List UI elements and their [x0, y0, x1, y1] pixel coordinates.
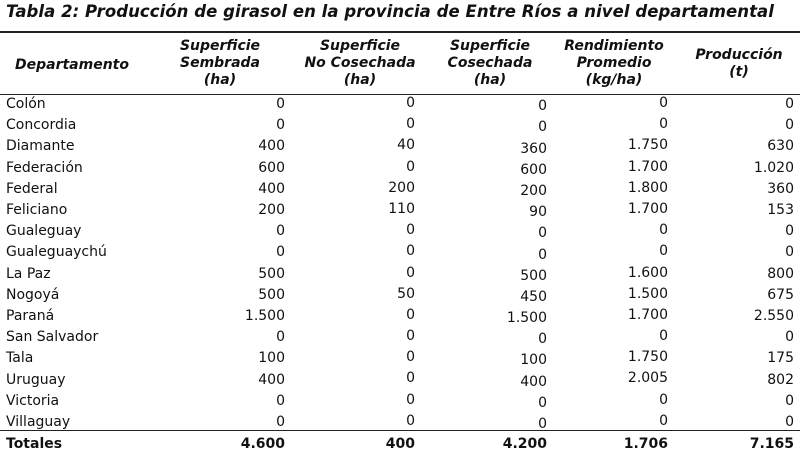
header-produccion — [678, 33, 800, 94]
cell-produccion: 2.550 — [753, 307, 794, 324]
table-title: Tabla 2: Producción de girasol en la provincia de Entre Ríos a nivel departamental — [6, 2, 774, 21]
cell-sup-sembrada: 400 — [258, 371, 285, 388]
cell-departamento: Villaguay — [6, 413, 71, 430]
header-row — [0, 33, 800, 94]
cell-produccion: 0 — [785, 117, 794, 134]
cell-departamento: San Salvador — [6, 329, 99, 346]
cell-sup-sembrada: 500 — [258, 265, 285, 282]
cell-sup-cosechada: 1.500 — [506, 310, 547, 327]
cell-sup-no-cosechada: 0 — [406, 370, 415, 387]
cell-sup-cosechada: 0 — [538, 119, 547, 136]
cell-produccion: 0 — [785, 96, 794, 113]
cell-rendimiento: 0 — [659, 222, 668, 239]
header-line: Superficie — [449, 38, 531, 54]
cell-sup-no-cosechada: 0 — [406, 264, 415, 281]
table-row — [0, 200, 800, 221]
header-line: Cosechada — [447, 55, 533, 71]
cell-departamento: Victoria — [6, 392, 60, 409]
cell-produccion: 0 — [785, 413, 794, 430]
table-row — [0, 242, 800, 263]
header-line: Superficie — [179, 38, 261, 54]
table-row — [0, 179, 800, 200]
totals-cosechada: 4.200 — [502, 436, 547, 452]
totals-sembrada: 4.600 — [240, 436, 285, 452]
cell-sup-sembrada: 1.500 — [244, 307, 285, 324]
header-line: Sembrada — [179, 55, 260, 71]
cell-sup-cosechada: 100 — [520, 352, 547, 369]
cell-departamento: La Paz — [6, 265, 51, 282]
header-sup-sembrada — [150, 33, 290, 94]
cell-produccion: 0 — [785, 329, 794, 346]
cell-departamento: Nogoyá — [6, 286, 60, 303]
header-sup-cosechada — [430, 33, 550, 94]
header-line: Superficie — [319, 38, 401, 54]
cell-sup-sembrada: 0 — [276, 96, 285, 113]
cell-sup-no-cosechada: 0 — [406, 222, 415, 239]
cell-sup-no-cosechada: 0 — [406, 306, 415, 323]
cell-rendimiento: 1.700 — [627, 306, 668, 323]
cell-departamento: Colón — [6, 96, 46, 113]
cell-sup-cosechada: 0 — [538, 416, 547, 432]
table-row — [0, 369, 800, 390]
table-row — [0, 348, 800, 369]
cell-sup-sembrada: 0 — [276, 223, 285, 240]
header-line: Rendimiento — [564, 38, 664, 54]
cell-departamento: Feliciano — [6, 202, 68, 219]
cell-rendimiento: 2.005 — [627, 370, 668, 387]
header-line: (ha) — [473, 72, 507, 88]
cell-sup-no-cosechada: 0 — [406, 349, 415, 366]
cell-produccion: 675 — [767, 286, 794, 303]
header-line: Promedio — [576, 55, 652, 71]
cell-produccion: 0 — [785, 244, 794, 261]
header-line: (t) — [729, 63, 749, 80]
cell-rendimiento: 1.750 — [627, 137, 668, 154]
cell-sup-no-cosechada: 110 — [388, 200, 415, 217]
cell-departamento: Tala — [6, 350, 34, 367]
totals-label: Totales — [6, 436, 63, 452]
cell-sup-sembrada: 0 — [276, 117, 285, 134]
table-row — [0, 158, 800, 179]
cell-sup-cosechada: 0 — [538, 394, 547, 411]
cell-sup-no-cosechada: 50 — [397, 285, 415, 302]
cell-sup-sembrada: 400 — [258, 138, 285, 155]
table-row — [0, 136, 800, 157]
header-departamento-label: Departamento — [15, 57, 129, 73]
cell-sup-cosechada: 600 — [520, 161, 547, 178]
table-row — [0, 285, 800, 306]
header-line: (kg/ha) — [585, 72, 643, 88]
cell-rendimiento: 1.700 — [627, 200, 668, 217]
cell-sup-no-cosechada: 0 — [406, 328, 415, 345]
cell-rendimiento: 1.600 — [627, 264, 668, 281]
cell-rendimiento: 0 — [659, 243, 668, 260]
cell-sup-sembrada: 200 — [258, 202, 285, 219]
cell-sup-no-cosechada: 40 — [397, 137, 415, 154]
totals-no-cosechada: 400 — [385, 436, 415, 452]
cell-produccion: 0 — [785, 392, 794, 409]
cell-produccion: 802 — [767, 371, 794, 388]
table-row — [0, 264, 800, 285]
cell-sup-sembrada: 0 — [276, 244, 285, 261]
cell-sup-no-cosechada: 0 — [406, 95, 415, 111]
header-sup-no-cosechada — [290, 33, 430, 94]
header-rendimiento — [550, 33, 678, 94]
cell-sup-cosechada: 500 — [520, 267, 547, 284]
totals-produccion: 7.165 — [749, 436, 794, 452]
table-row — [0, 412, 800, 433]
cell-rendimiento: 1.750 — [627, 349, 668, 366]
cell-sup-no-cosechada: 0 — [406, 391, 415, 408]
table-row — [0, 306, 800, 327]
cell-sup-no-cosechada: 0 — [406, 412, 415, 429]
production-table — [0, 33, 800, 456]
header-line: Producción — [695, 46, 783, 63]
cell-sup-cosechada: 450 — [520, 288, 547, 305]
cell-sup-cosechada: 200 — [520, 182, 547, 199]
cell-rendimiento: 1.800 — [627, 179, 668, 196]
cell-departamento: Diamante — [6, 138, 75, 155]
cell-departamento: Uruguay — [6, 371, 66, 388]
cell-rendimiento: 1.700 — [627, 158, 668, 175]
cell-departamento: Paraná — [6, 307, 55, 324]
cell-sup-sembrada: 0 — [276, 392, 285, 409]
cell-produccion: 1.020 — [753, 159, 794, 176]
cell-sup-sembrada: 0 — [276, 413, 285, 430]
header-line: No Cosechada — [304, 55, 416, 71]
cell-sup-no-cosechada: 0 — [406, 158, 415, 175]
cell-departamento: Concordia — [6, 117, 77, 134]
table-row — [0, 115, 800, 136]
cell-rendimiento: 0 — [659, 328, 668, 345]
totals-rendimiento: 1.706 — [623, 436, 668, 452]
cell-sup-sembrada: 500 — [258, 286, 285, 303]
table-row — [0, 327, 800, 348]
table-body — [0, 94, 800, 456]
table-row — [0, 221, 800, 242]
cell-departamento: Federal — [6, 180, 58, 197]
totals-row — [0, 433, 800, 456]
cell-sup-cosechada: 400 — [520, 373, 547, 390]
cell-produccion: 0 — [785, 223, 794, 240]
cell-produccion: 800 — [767, 265, 794, 282]
cell-sup-cosechada: 0 — [538, 225, 547, 242]
cell-departamento: Gualeguaychú — [6, 244, 107, 261]
cell-produccion: 175 — [767, 350, 794, 367]
cell-produccion: 360 — [767, 180, 794, 197]
table-row — [0, 391, 800, 412]
cell-sup-no-cosechada: 0 — [406, 243, 415, 260]
table-row — [0, 94, 800, 115]
cell-rendimiento: 0 — [659, 116, 668, 133]
cell-sup-cosechada: 90 — [529, 204, 547, 221]
cell-sup-sembrada: 0 — [276, 329, 285, 346]
cell-sup-sembrada: 600 — [258, 159, 285, 176]
cell-sup-cosechada: 0 — [538, 246, 547, 263]
cell-produccion: 153 — [767, 202, 794, 219]
cell-rendimiento: 0 — [659, 391, 668, 408]
cell-rendimiento: 0 — [659, 412, 668, 429]
cell-rendimiento: 1.500 — [627, 285, 668, 302]
cell-departamento: Gualeguay — [6, 223, 82, 240]
header-line: (ha) — [343, 72, 377, 88]
cell-sup-no-cosechada: 0 — [406, 116, 415, 133]
cell-sup-cosechada: 360 — [520, 140, 547, 157]
header-departamento — [0, 33, 150, 94]
cell-departamento: Federación — [6, 159, 83, 176]
cell-produccion: 630 — [767, 138, 794, 155]
cell-sup-cosechada: 0 — [538, 98, 547, 115]
cell-sup-sembrada: 100 — [258, 350, 285, 367]
header-line: (ha) — [203, 72, 237, 88]
cell-sup-no-cosechada: 200 — [388, 179, 415, 196]
cell-rendimiento: 0 — [659, 95, 668, 111]
cell-sup-cosechada: 0 — [538, 331, 547, 348]
cell-sup-sembrada: 400 — [258, 180, 285, 197]
